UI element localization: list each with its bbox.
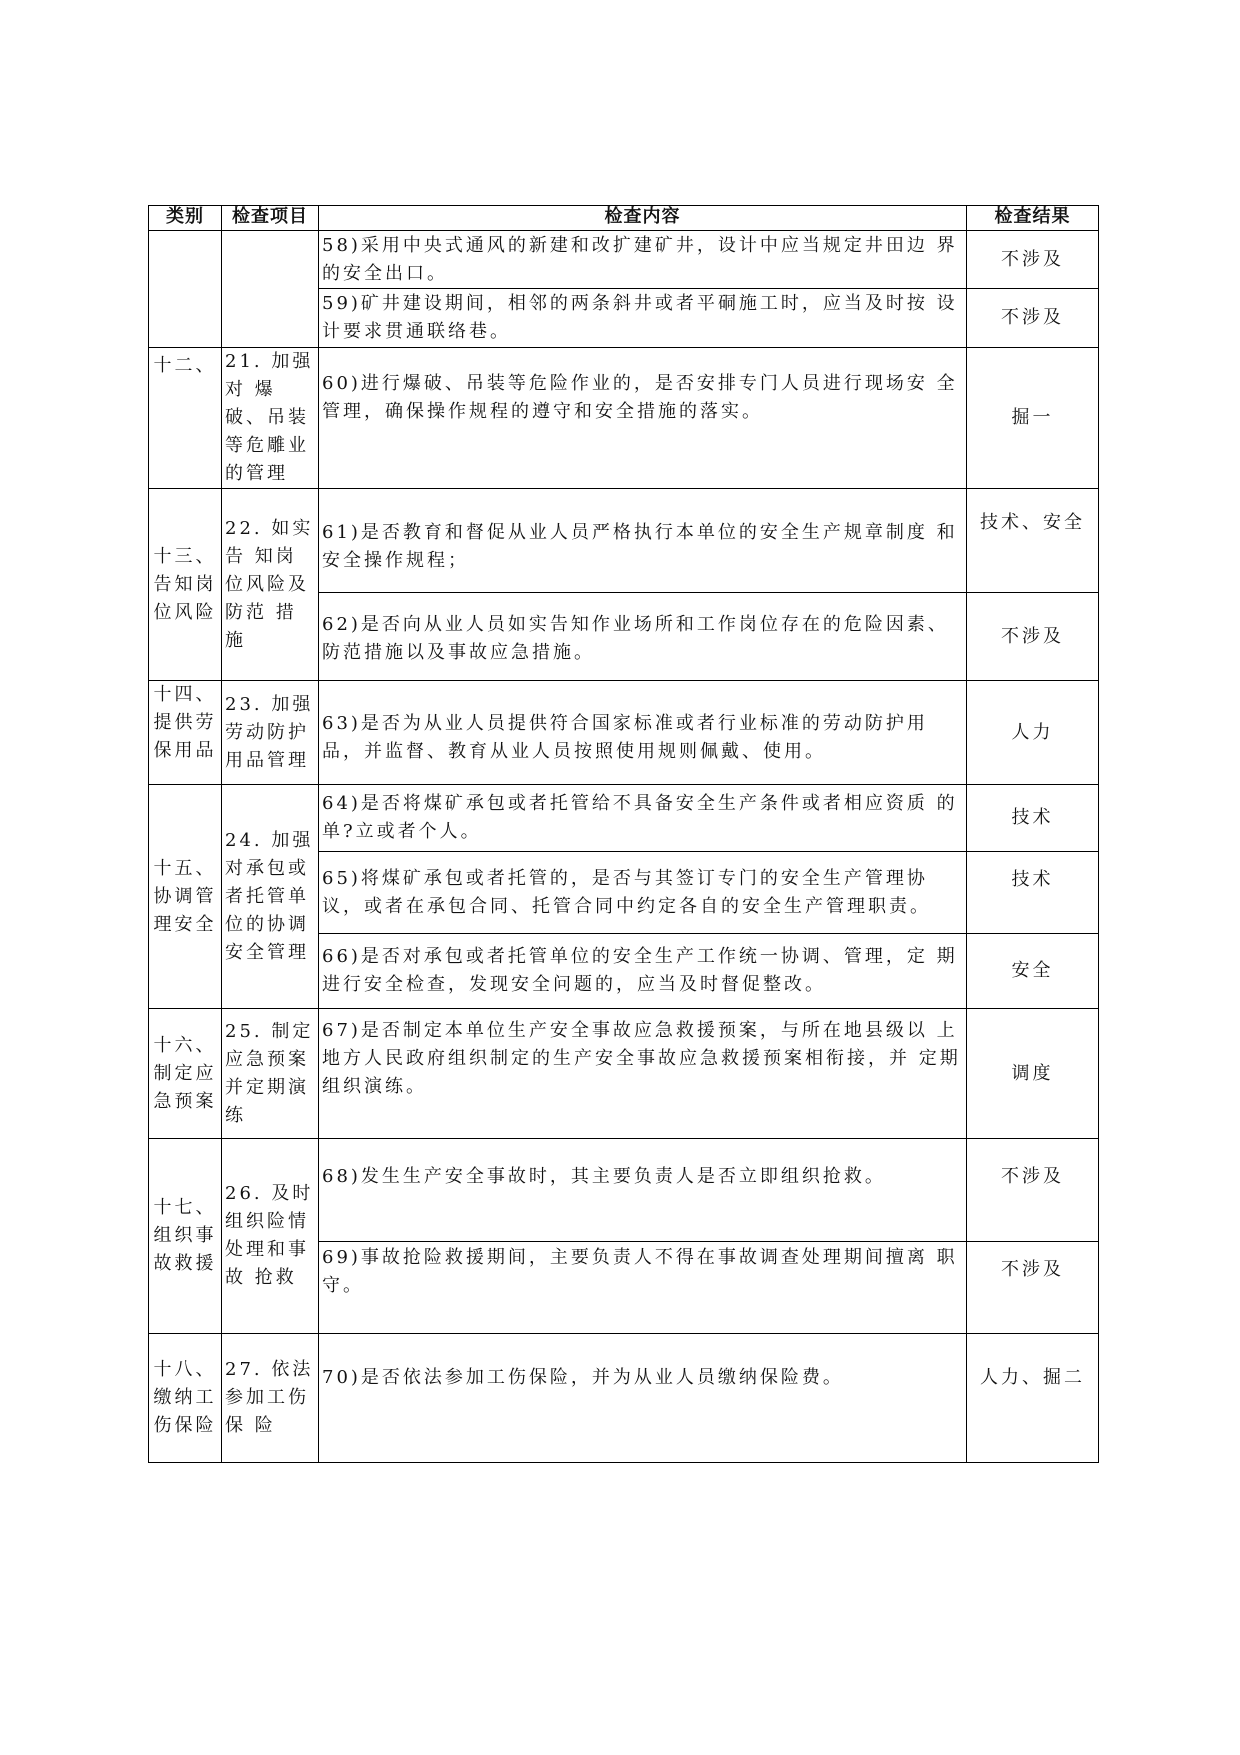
- item-cell: [222, 231, 319, 348]
- header-row: [149, 206, 1099, 231]
- category-cell: 十三、告知岗位风险: [149, 489, 222, 681]
- content-text: 60)进行爆破、吊装等危险作业的，是否安排专门人员进行现场安 全管理，确保操作规程的遵守和安全措施的落实。: [322, 373, 958, 422]
- content-text: 68)发生生产安全事故时，其主要负责人是否立即组织抢救。: [322, 1166, 886, 1187]
- category-cell: 十二、: [149, 348, 222, 489]
- item-cell: [222, 348, 319, 489]
- result-cell: 技术、安全: [967, 489, 1099, 593]
- item-cell: [222, 1009, 319, 1139]
- table-row: [149, 1334, 1099, 1463]
- inspection-table: [148, 205, 1099, 1463]
- content-cell: [319, 489, 967, 593]
- result-cell: 安全: [967, 934, 1099, 1009]
- category-cell: 十四、提供劳保用品: [149, 681, 222, 785]
- item-text: 24. 加强对承包或者托管单位的协调安全管理: [225, 829, 314, 963]
- table-row: [149, 1009, 1099, 1139]
- item-cell: [222, 785, 319, 1009]
- item-text: 21. 加强对 爆破、吊装等危雕业的管理: [225, 351, 314, 484]
- content-cell: [319, 1242, 967, 1334]
- table-row: [149, 489, 1099, 593]
- item-cell: [222, 1139, 319, 1334]
- content-text: 65)将煤矿承包或者托管的，是否与其签订专门的安全生产管理协议，或者在承包合同、托管合同中约定各自的安全生产管理职责。: [322, 867, 931, 917]
- content-cell: [319, 1009, 967, 1139]
- item-text: 27. 依法参加工伤保 险: [225, 1359, 314, 1436]
- content-cell: [319, 785, 967, 852]
- content-text: 62)是否向从业人员如实告知作业场所和工作岗位存在的危险因素、防范措施以及事故应急措施。: [322, 613, 949, 663]
- table-row: [149, 1139, 1099, 1242]
- category-cell: [149, 231, 222, 348]
- content-cell: [319, 593, 967, 681]
- result-cell: 不涉及: [967, 231, 1099, 289]
- category-cell: 十七、组织事故救援: [149, 1139, 222, 1334]
- item-cell: [222, 489, 319, 681]
- content-text: 59)矿井建设期间，相邻的两条斜井或者平硐施工时，应当及时按 设计要求贯通联络巷。: [322, 293, 958, 342]
- content-text: 61)是否教育和督促从业人员严格执行本单位的安全生产规章制度 和安全操作规程；: [322, 521, 958, 571]
- item-text: 23. 加强劳动防护用品管理: [225, 694, 314, 771]
- content-cell: [319, 934, 967, 1009]
- header-result: 检查结果: [967, 206, 1099, 231]
- header-content: 检查内容: [319, 206, 967, 231]
- content-text: 66)是否对承包或者托管单位的安全生产工作统一协调、管理，定 期进行安全检查，发现安全问题的，应当及时督促整改。: [322, 946, 958, 995]
- table-row: [149, 348, 1099, 489]
- table-row: [149, 231, 1099, 289]
- item-cell: [222, 1334, 319, 1463]
- content-text: 67)是否制定本单位生产安全事故应急救援预案，与所在地县级以 上地方人民政府组织制定的生产安全事故应急救援预案相衔接，并 定期组织演练。: [322, 1020, 961, 1097]
- content-text: 64)是否将煤矿承包或者托管给不具备安全生产条件或者相应资质 的单?立或者个人。: [322, 793, 958, 842]
- result-cell: 不涉及: [967, 1139, 1099, 1242]
- content-text: 58)采用中央式通风的新建和改扩建矿井，设计中应当规定井田边 界的安全出口。: [322, 234, 958, 284]
- content-cell: [319, 1334, 967, 1463]
- result-cell: 技术: [967, 785, 1099, 852]
- content-cell: [319, 289, 967, 348]
- item-text: 26. 及时组织险情处理和事故 抢救: [225, 1183, 314, 1288]
- result-cell: 不涉及: [967, 1242, 1099, 1334]
- content-cell: [319, 348, 967, 489]
- result-cell: 不涉及: [967, 593, 1099, 681]
- content-text: 70)是否依法参加工伤保险，并为从业人员缴纳保险费。: [322, 1367, 844, 1388]
- item-text: 25. 制定应急预案并定期演练: [225, 1020, 314, 1126]
- result-cell: 技术: [967, 852, 1099, 934]
- header-category: 类别: [149, 206, 222, 231]
- content-cell: [319, 681, 967, 785]
- content-text: 69)事故抢险救援期间，主要负责人不得在事故调查处理期间擅离 职守。: [322, 1247, 958, 1296]
- content-cell: [319, 231, 967, 289]
- category-cell: 十八、缴纳工伤保险: [149, 1334, 222, 1463]
- category-cell: 十五、协调管理安全: [149, 785, 222, 1009]
- result-cell: 不涉及: [967, 289, 1099, 348]
- content-cell: [319, 852, 967, 934]
- item-text: 22. 如实告 知岗位风险及防范 措施: [225, 517, 314, 651]
- result-cell: 调度: [967, 1009, 1099, 1139]
- category-cell: 十六、制定应急预案: [149, 1009, 222, 1139]
- result-cell: 人力: [967, 681, 1099, 785]
- table-row: [149, 681, 1099, 785]
- content-cell: [319, 1139, 967, 1242]
- content-text: 63)是否为从业人员提供符合国家标准或者行业标准的劳动防护用 品，并监督、教育从业人员按照使用规则佩戴、使用。: [322, 712, 928, 762]
- result-cell: 掘一: [967, 348, 1099, 489]
- table-row: [149, 785, 1099, 852]
- result-cell: 人力、掘二: [967, 1334, 1099, 1463]
- item-cell: [222, 681, 319, 785]
- header-item: 检查项目: [222, 206, 319, 231]
